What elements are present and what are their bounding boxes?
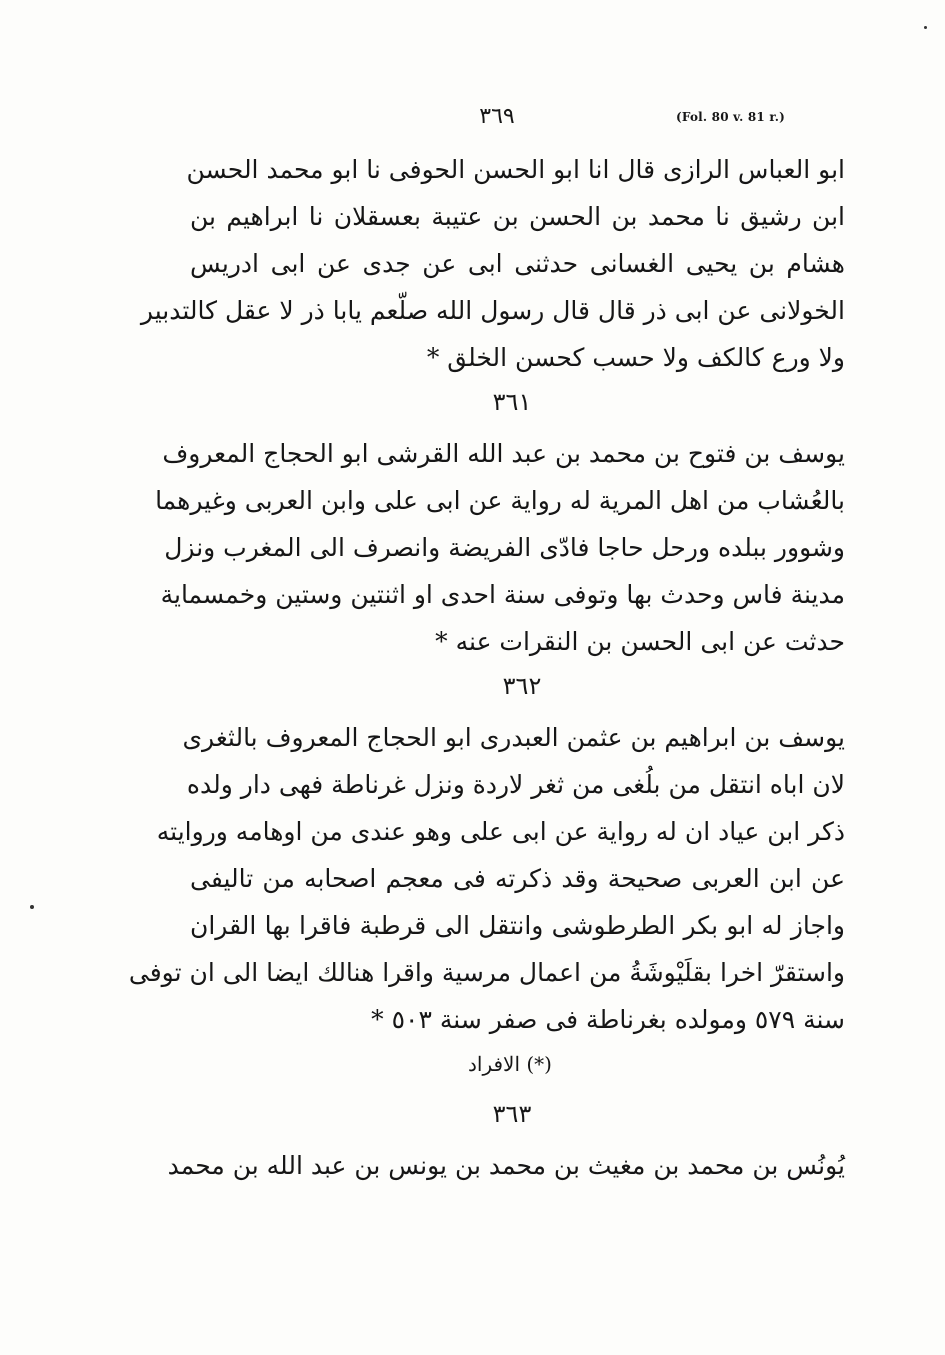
scan-speck bbox=[924, 26, 927, 29]
text-line: يوسف بن فتوح بن محمد بن عبد الله القرشى ابو الحجاج المعروف bbox=[162, 439, 845, 468]
entry-number: ٣٦٣ bbox=[492, 1100, 532, 1128]
entry-number: ٣٦٢ bbox=[502, 672, 542, 700]
text-line: الخولانى عن ابى ذر قال قال رسول الله صلّعم يابا ذر لا عقل كالتدبير bbox=[140, 296, 845, 325]
footnote: (*) الافراد bbox=[468, 1052, 552, 1076]
text-line: هشام بن يحيى الغسانى حدثنى ابى عن جدى عن ابى ادريس bbox=[190, 249, 845, 278]
page-number: ٣٦٩ bbox=[479, 104, 515, 129]
text-line: حدثت عن ابى الحسن بن النقرات عنه * bbox=[435, 627, 845, 656]
text-line: ابو العباس الرازى قال انا ابو الحسن الحوفى نا ابو محمد الحسن bbox=[186, 155, 845, 184]
text-line: ابن رشيق نا محمد بن الحسن بن عتيبة بعسقلان نا ابراهيم بن bbox=[190, 202, 845, 231]
text-line: عن ابن العربى صحيحة وقد ذكرته فى معجم اصحابه من تاليفى bbox=[190, 864, 845, 893]
text-line: سنة ٥٧٩ ومولده بغرناطة فى صفر سنة ٥٠٣ * bbox=[371, 1005, 845, 1034]
text-line: بالعُشاب من اهل المرية له رواية عن ابى على وابن العربى وغيرهما bbox=[155, 486, 845, 515]
text-line: واجاز له ابو بكر الطرطوشى وانتقل الى قرطبة فاقرا بها القران bbox=[190, 911, 845, 940]
text-line: ولا ورع كالكف ولا حسب كحسن الخلق * bbox=[426, 343, 845, 372]
text-line: واستقرّ اخرا بقلَيْوشَةُ من اعمال مرسية واقرا هنالك ايضا الى ان توفى bbox=[128, 958, 845, 987]
folio-reference: (Fol. 80 v. 81 r.) bbox=[676, 110, 786, 124]
text-line: لان اباه انتقل من بلُغى من ثغر لاردة ونزل غرناطة فهى دار ولده bbox=[186, 770, 845, 799]
entry-number: ٣٦١ bbox=[492, 388, 532, 416]
text-line: ذكر ابن عياد ان له رواية عن ابى على وهو عندى من اوهامه وروايته bbox=[156, 817, 845, 846]
text-line: يوسف بن ابراهيم بن عثمن العبدرى ابو الحجاج المعروف بالثغرى bbox=[182, 723, 845, 752]
scan-speck bbox=[30, 905, 34, 909]
text-line: وشوور ببلده ورحل حاجا فادّى الفريضة وانصرف الى المغرب ونزل bbox=[164, 533, 845, 562]
text-line: يُونُس بن محمد بن مغيث بن محمد بن يونس بن عبد الله بن محمد bbox=[167, 1151, 845, 1180]
text-line: مدينة فاس وحدث بها وتوفى سنة احدى او اثنتين وستين وخمسماية bbox=[160, 580, 845, 609]
